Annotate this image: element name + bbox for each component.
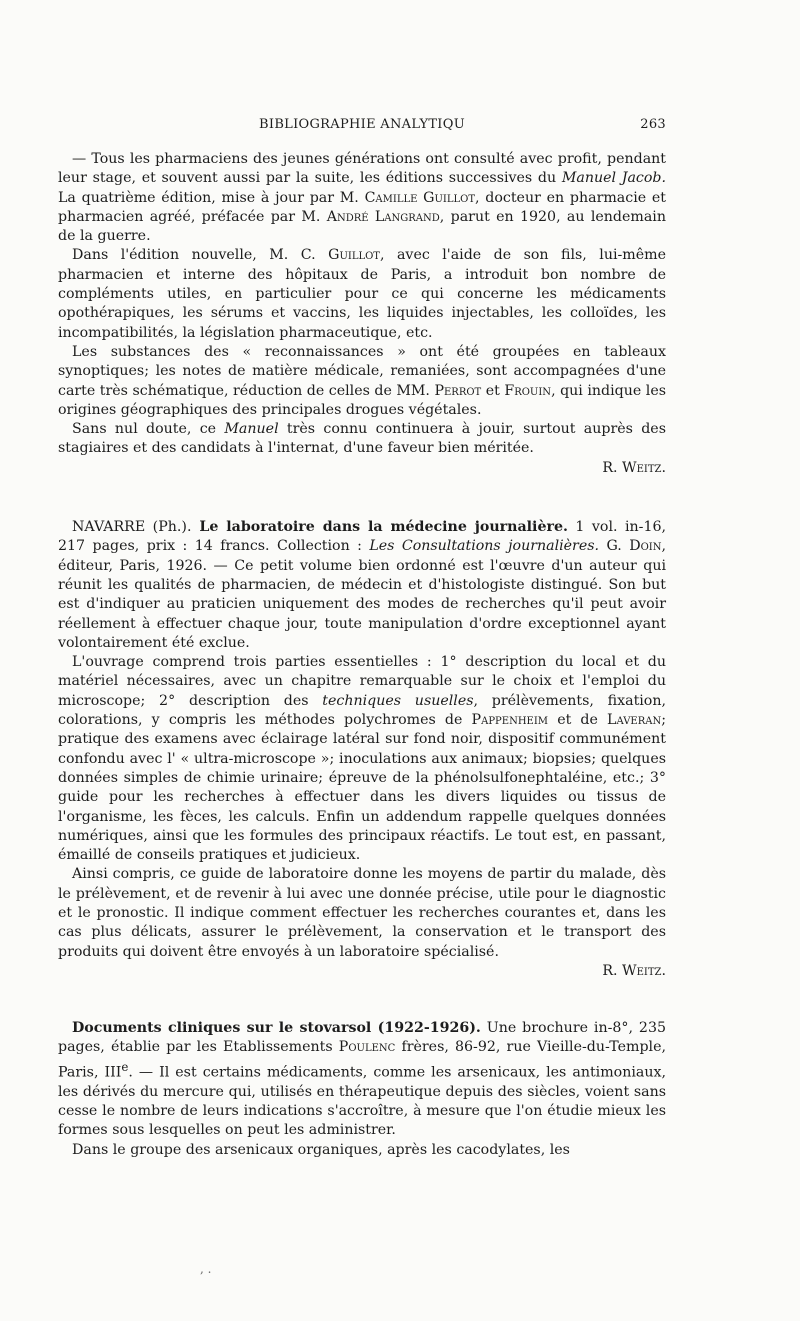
text: très connu continuera à jouir, surtout auprès des stagiaires et des candidats à l'internat, d'une faveur bien méritée.: [58, 421, 666, 457]
review1-paragraph-4: [58, 420, 666, 459]
text: Les substances des « reconnaissances » ont été groupées en tableaux synoptiques; les notes de matière médicale, remaniées, sont accompagnées d'une carte très schématique, réduction de celles de MM.: [58, 343, 666, 399]
review3-paragraph-1: [58, 1019, 666, 1141]
review1-signature: R. Weitz.: [602, 459, 666, 476]
text: Dans l'édition nouvelle, M. C.: [72, 247, 329, 264]
text: , avec l'aide de son fils, lui-même pharmacien et interne des hôpitaux de Paris, a introduit bon nombre de compléments utiles, en particulier pour ce qui concerne les médicaments opothérapiques, les sérums et vaccins, les liquides injectables, les colloïdes, les incompatibilités, la législation pharmaceutique, etc.: [58, 247, 667, 341]
stray-marks: , .: [200, 1262, 212, 1276]
text: frères, 86-92, rue Vieille-du-Temple, Paris, III: [58, 1039, 666, 1081]
review2-signature: R. Weitz.: [602, 962, 666, 979]
text: , qui indique les origines géographiques des principales drogues végétales.: [58, 382, 666, 418]
text: Ainsi compris, ce guide de laboratoire donne les moyens de partir du malade, dès le prélèvement, et de revenir à lui avec une donnée précise, utile pour le diagnostic et le pronostic. Il indique comment effectuer les recherches courantes et, dans les cas plus délicats, assurer le prélèvement, la conservation et le transport des produits qui doivent être envoyés à un laboratoire spécialisé.: [58, 866, 666, 960]
superscript: e: [121, 1059, 129, 1074]
text: . — Il est certains médicaments, comme les arsenicaux, les antimoniaux, les dérivés du mercure qui, utilisés en thérapeutique depuis des siècles, voient sans cesse le nombre de leurs indications s'accroître, à mesure que l'on étudie mieux les formes sous lesquelles on peut les administrer.: [58, 1064, 666, 1139]
text: 1 vol. in-16, 217 pages, prix : 14 francs. Collection :: [58, 519, 667, 555]
review1-paragraph-2: [58, 246, 666, 342]
page-body: [58, 150, 666, 1160]
person-name: Camille Guillot: [364, 189, 476, 206]
italic-title: Les Consultations journalières.: [369, 538, 600, 555]
text: Une brochure in-8°, 235 pages, établie par les Etablissements: [58, 1020, 666, 1056]
person-name: Pappenheim: [471, 712, 549, 729]
running-header: [58, 117, 666, 137]
publisher-name: Poulenc: [338, 1039, 396, 1056]
review2-paragraph-3: [58, 865, 666, 961]
italic-title: Manuel Jacob.: [561, 170, 666, 187]
text: et de: [548, 712, 608, 729]
person-name: Perrot: [434, 382, 482, 399]
italic-term: techniques usuelles: [322, 692, 474, 709]
text: La quatrième édition, mise à jour par M.: [58, 189, 365, 206]
book-title: Le laboratoire dans la médecine journalière.: [191, 519, 568, 536]
text: , éditeur, Paris, 1926. — Ce petit volume bien ordonné est l'œuvre d'un auteur qui réunit les qualités de pharmacien, de médecin et d'histologiste distingué. Son but est d'indiquer au praticien uniquement des modes de recherches qu'il peut avoir réellement à effectuer chaque jour, toute manipulation d'ordre exceptionnel ayant volontairement été exclue.: [58, 538, 666, 651]
book-years: (1922-1926).: [371, 1020, 481, 1037]
text: et: [481, 382, 505, 399]
review1-paragraph-3: [58, 343, 666, 420]
text: , prélèvements, fixation, colorations, y compris les méthodes polychromes de: [58, 692, 667, 729]
review1-paragraph-1: [58, 150, 666, 246]
text: Dans le groupe des arsenicaux organiques, après les cacodylates, les: [72, 1141, 570, 1158]
running-title: BIBLIOGRAPHIE ANALYTIQU: [259, 117, 465, 132]
text: ; pratique des examens avec éclairage latéral sur fond noir, dispositif communément confondu avec l' « ultra-microscope »; inoculations aux animaux; biopsies; quelques données simples de chimie urinaire; épreuve de la phénolsulfonephtaléine, etc.; 3° guide pour les recherches à effectuer dans les divers liquides ou tissus de l'organisme, les fèces, les calculs. Enfin un addendum rappelle quelques données numériques, ainsi que les formules des principaux réactifs. Le tout est, en passant, émaillé de conseils pratiques et judicieux.: [58, 712, 666, 864]
text: , parut en 1920, au lendemain de la guerre.: [58, 208, 666, 245]
review2-paragraph-2: [58, 653, 666, 865]
person-name: Laveran: [607, 712, 662, 729]
text: Sans nul doute, ce: [72, 421, 225, 438]
publisher-name: Doin: [629, 538, 662, 555]
person-name: Frouin: [504, 382, 552, 399]
review2-paragraph-1: [58, 518, 666, 653]
text: — Tous les pharmaciens des jeunes générations ont consulté avec profit, pendant leur stage, et souvent aussi par la suite, les éditions successives du: [58, 151, 666, 187]
text: G.: [599, 538, 630, 555]
spacer: [58, 981, 666, 1019]
text: , docteur en pharmacie et pharmacien agréé, préfacée par M.: [58, 189, 666, 225]
person-name: Guillot: [328, 247, 380, 264]
person-name: André Langrand: [326, 208, 440, 225]
italic-title: Manuel: [224, 421, 279, 438]
text: L'ouvrage comprend trois parties essentielles : 1° description du local et du matériel nécessaires, avec un chapitre remarquable sur le choix et l'emploi du microscope; 2° description des: [58, 654, 666, 709]
author-name: NAVARRE (Ph.).: [72, 519, 192, 536]
book-title: Documents cliniques sur le stovarsol: [72, 1020, 372, 1037]
page-number: 263: [640, 117, 666, 132]
review3-paragraph-2: [58, 1141, 666, 1160]
spacer: [58, 478, 666, 518]
